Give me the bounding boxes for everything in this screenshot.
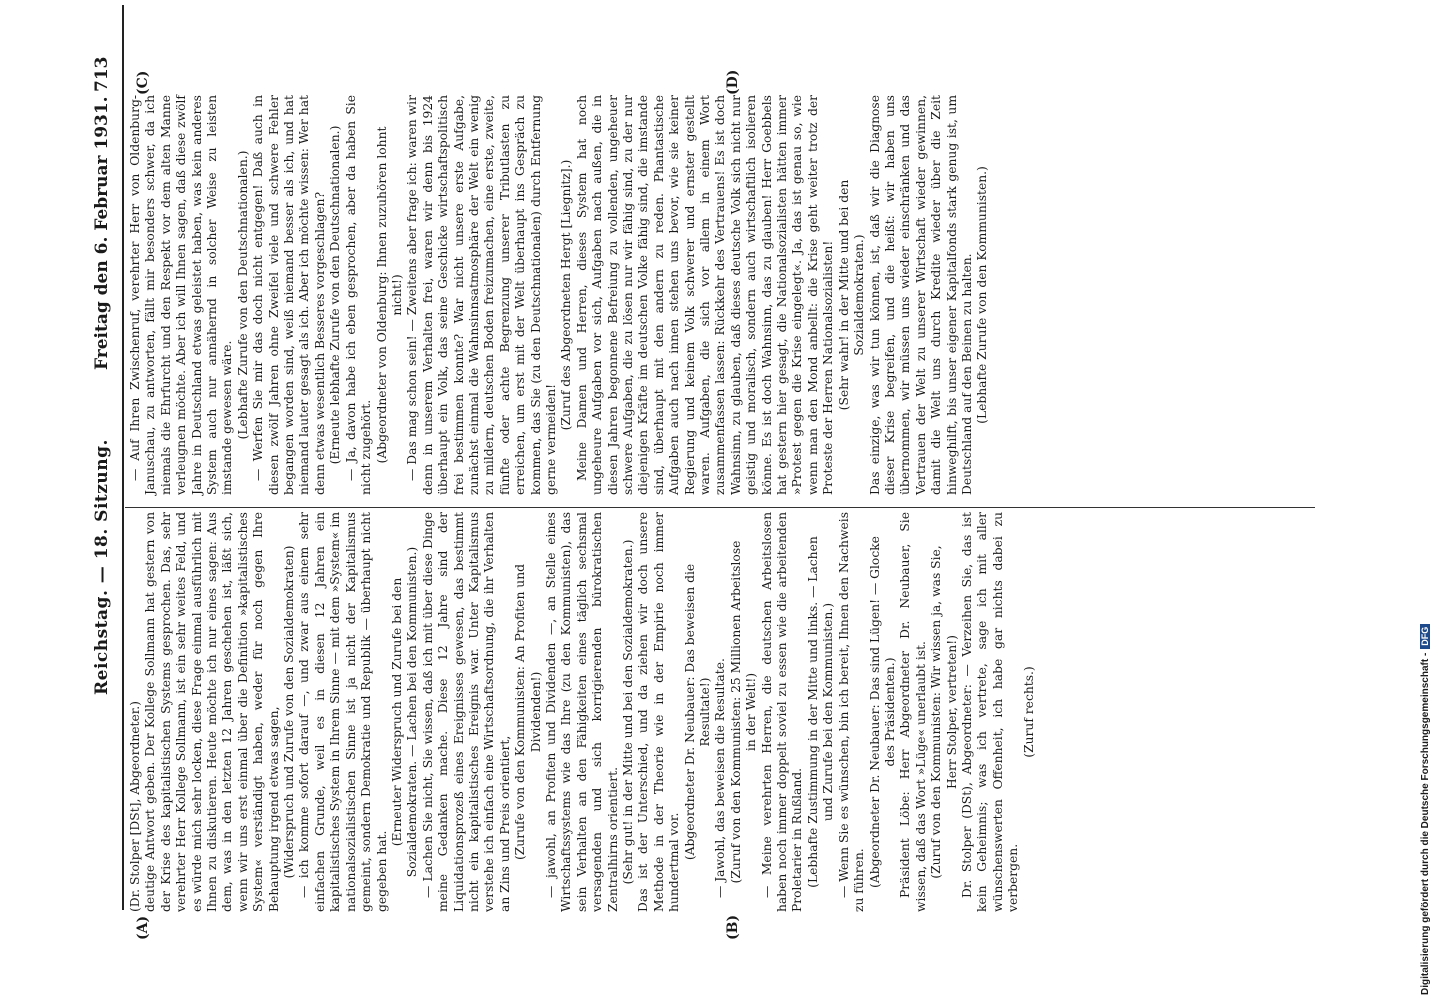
- interjection: (Zuruf des Abgeordneten Hergt [Liegnitz].): [559, 159, 574, 431]
- header-session: Reichstag. — 18. Sitzung.: [92, 439, 112, 695]
- page-header: [92, 10, 122, 1000]
- interjection: (Zurufe von den Kommunisten: An Profiten und Dividenden!): [513, 563, 543, 861]
- paragraph: — Lachen Sie nicht, Sie wissen, daß ich mit über diese Dinge meine Gedanken mache. Diese 12 Jahre sind der Liquidationsprozeß eines Ereignisses gewesen, das bestimmt nicht ein kapitalistisches Ereignis war. Unter Kapitalismus verstehe ich einfach eine Wirtschaftsordnung, die ihr Verhalten an Zins und Preis orientiert,: [420, 512, 512, 912]
- margin-mark-a: (A): [135, 915, 151, 940]
- paragraph: — ich komme sofort darauf —, und zwar aus einem sehr einfachen Grunde, weil es in diesen 12 Jahren ein kapitalistisches System in Ihrem Sinne — mit dem »System« im nationalsozialistischen Sinne ist ja nicht der Kapitalismus gemeint, sondern Demokratie und Republik — überhaupt nicht gegeben hat.: [297, 512, 389, 912]
- paragraph: (Dr. Stolper [DSt], Abgeordneter.): [128, 701, 142, 912]
- interjection: (Abgeordneter Dr. Neubauer: Das sind Lügen! — Glocke des Präsidenten.): [867, 536, 897, 888]
- margin-mark-c: (C): [135, 70, 151, 95]
- interjection: (Lebhafte Zustimmung in der Mitte und links. — Lachen und Zurufe bei den Kommunisten.): [805, 536, 836, 888]
- paragraph: — Ja, davon habe ich eben gesprochen, aber da haben Sie nicht zugehört.: [343, 95, 374, 495]
- paragraph: — Auf Ihren Zwischenruf, verehrter Herr von Oldenburg-Januschau, zu antworten, fällt mir besonders schwer, da ich niemals die Ehrfurcht und den Respekt vor dem alten Manne verleugnen möchte. Aber ich will Ihnen sagen, daß diese zwölf Jahre in Deutschland etwas geleistet haben, was kein anderes System auch nur annähernd in solcher Weise zu leisten imstande gewesen wäre.: [128, 95, 235, 495]
- paragraph: Das einzige, was wir tun können, ist, daß wir die Diagnose dieser Krise begreifen, und die heißt: wir haben uns übernommen, wir müssen uns wieder einschränken und das Vertrauen der Welt zu unserer Wirtschaft wieder gewinnen, damit die Welt uns durch Kredite wieder über die Zeit hinweghilft, bis unser eigener Kapitalfonds stark genug ist, um Deutschland auf den Beinen zu halten.: [867, 95, 974, 495]
- paragraph: Präsident Löbe: Herr Abgeordneter Dr. Neubauer, Sie wissen, daß das Wort »Lüge« unerlaubt ist.: [898, 512, 928, 912]
- paragraph: — Werfen Sie mir das doch nicht entgegen! Daß auch in diesen zwölf Jahren ohne Zweifel viele und schwere Fehler begangen worden sind, weiß niemand besser als ich, und hat niemand lauter gesagt als ich. Aber ich möchte wissen: Wer hat denn etwas wesentlich Besseres vorgeschlagen?: [251, 95, 327, 495]
- interjection: (Erneuter Widerspruch und Zurufe bei den Sozialdemokraten. — Lachen bei den Kommunisten.): [389, 546, 420, 878]
- paragraph: Das ist der Unterschied, und da ziehen wir doch unsere Methode in der Theorie wie in der Empirie noch immer hundertmal vor.: [636, 512, 682, 912]
- paragraph: Meine Damen und Herren, dieses System hat noch ungeheure Aufgaben vor sich, Aufgaben nach außen, die in diesen Jahren begonnene Befreiung zu vollenden, ungeheuer schwere Aufgaben, die zu lösen nur wir fähig sind, zu der nur diejenigen Kräfte im deutschen Volke fähig sind, die imstande sind, überhaupt mit den andern zu reden. Phantastische Aufgaben auch nach innen stehen uns bevor, wie sie keiner Regierung und keinem Volk schwerer und ernster gestellt waren. Aufgaben, die sich vor allem in einem Wort zusammenfassen lassen: Rückkehr des Vertrauens! Es ist doch Wahnsinn, zu glauben, daß dieses deutsche Volk sich nicht nur geistig und moralisch, sondern auch wirtschaftlich isolieren könne. Es ist doch Wahnsinn, das zu glauben! Herr Goebbels hat gestern hier gesagt, die Nationalsozialisten hätten immer »Protest gegen die Krise eingelegt«. Ja, das ist genau so, wie wenn man den Mond anbellt: die Krise geht weiter trotz der Proteste der Herren Nationalsozialisten!: [574, 95, 836, 495]
- interjection: (Sehr wahr! in der Mitte und bei den Sozialdemokraten.): [836, 179, 867, 411]
- paragraph: — Wenn Sie es wünschen, bin ich bereit, Ihnen den Nachweis zu führen.: [836, 512, 867, 912]
- digitization-credit: [1418, 10, 1432, 995]
- paragraph: Dr. Stolper (DSt), Abgeordneter: — Verzeihen Sie, das ist kein Geheimnis; was ich vertrete, sage ich mit aller wünschenswerten Offenheit, ich habe gar nichts dabei zu verbergen.: [959, 512, 1021, 912]
- interjection: (Sehr gut! in der Mitte und bei den Sozialdemokraten.): [621, 539, 635, 885]
- interjection: (Lebhafte Zurufe von den Kommunisten.): [975, 166, 990, 424]
- paragraph: — jawohl, an Profiten und Dividenden —, an Stelle eines Wirtschaftssystems wie das Ihre (zu den Kommunisten), das sein Verhalten an den Fähigkeiten eines täglich sechsmal versagenden und sich korrigierenden bürokratischen Zentralhirns orientiert.: [543, 512, 620, 912]
- margin-mark-b: (B): [725, 914, 741, 940]
- interjection: (Zuruf rechts.): [1021, 666, 1036, 758]
- paragraph: deutige Antwort geben. Der Kollege Sollmann hat gestern von der Krise des kapitalistischen Systems gesprochen. Das, sehr verehrter Herr Kollege Sollmann, ist ein sehr weites Feld, und es würde mich sehr locken, diese Frage einmal ausführlich mit Ihnen zu diskutieren. Heute möchte ich nur eines sagen: Aus dem, was in den letzten 12 Jahren geschehen ist, läßt sich, wenn wir uns erst einmal über die Definition »kapitalistisches System« verständigt haben, weder für noch gegen Ihre Behauptung irgend etwas sagen,: [143, 512, 281, 912]
- dfg-logo: DFG: [1420, 624, 1430, 649]
- interjection: (Zuruf von den Kommunisten: 25 Millionen Arbeitslose in der Welt!): [728, 540, 759, 884]
- interjection: (Abgeordneter Dr. Neubauer: Das beweisen die Resultate!): [682, 563, 713, 861]
- paragraph: — Jawohl, das beweisen die Resultate.: [713, 658, 728, 898]
- column-divider: [125, 507, 1315, 508]
- credit-text: Digitalisierung gefördert durch die Deutsche Forschungsgemeinschaft -: [1420, 652, 1431, 995]
- margin-mark-d: (D): [725, 69, 741, 95]
- page-number: 713: [92, 56, 112, 92]
- header-date: Freitag den 6. Februar 1931.: [92, 96, 112, 370]
- interjection: (Erneute lebhafte Zurufe von den Deutschnationalen.): [328, 125, 343, 465]
- interjection: (Abgeordneter von Oldenburg: Ihnen zuzuhören lohnt nicht!): [374, 126, 404, 464]
- interjection: (Widerspruch und Zurufe von den Sozialdemokraten): [282, 545, 297, 879]
- header-rule: [122, 5, 124, 910]
- left-column: [128, 512, 1037, 912]
- paragraph: — Meine verehrten Herren, die deutschen Arbeitslosen haben noch immer doppelt soviel zu essen wie die arbeitenden Proletarier in Rußland.: [759, 512, 805, 912]
- paragraph: — Das mag schon sein! — Zweitens aber frage ich: waren wir denn in unserem Verhalten frei, waren wir denn bis 1924 überhaupt ein Volk, das seine Geschicke wirtschaftspolitisch frei bestimmen konnte? War nicht unsere erste Aufgabe, zunächst einmal die Wahnsinnsatmosphäre der Welt ein wenig zu mildern, deutschen Boden freizumachen, eine erste, zweite, fünfte oder achte Begrenzung unserer Tributlasten zu erreichen, um erst mit der Welt überhaupt ins Gespräch zu kommen, das Sie (zu den Deutschnationalen) durch Entfernung gerne vermeiden!: [405, 95, 558, 495]
- interjection: (Zuruf von den Kommunisten: Wir wissen ja, was Sie, Herr Stolper, vertreten!): [929, 545, 959, 879]
- interjection: (Lebhafte Zurufe von den Deutschnationalen.): [235, 150, 250, 440]
- right-column: [128, 95, 991, 495]
